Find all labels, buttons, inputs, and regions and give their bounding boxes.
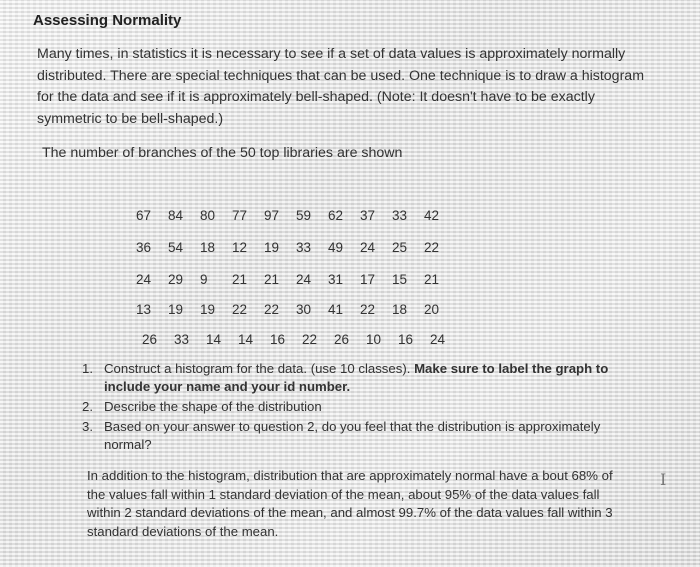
data-caption: The number of branches of the 50 top libraries are shown: [42, 145, 403, 161]
intro-paragraph: Many times, in statistics it is necessary to see if a set of data values is approximately normally distributed. There are special techniques that can be used. One technique is to draw a histogram for the data and see if it is approximately bell-shaped. (Note: It doesn't have to be exactly symmetric to be bell-shaped.): [37, 46, 645, 127]
data-row: [136, 272, 456, 292]
data-row: [142, 332, 462, 352]
data-value: 14: [206, 332, 222, 347]
data-value: 16: [270, 332, 286, 347]
question-emphasis: Make sure to label the graph to include your name and your id number.: [104, 361, 609, 394]
question-number: 3.: [82, 419, 93, 434]
data-value: 33: [392, 208, 408, 223]
data-row: [136, 302, 456, 322]
closing-paragraph: In addition to the histogram, distribution that are approximately normal have a bout 68% of the values fall within 1 standard deviation of the mean, about 95% of the data values fall within 2 standard deviations of the mean, and almost 99.7% of the data values fall within 3 standard deviations of the mean.: [87, 468, 613, 539]
data-value: 22: [264, 302, 280, 317]
data-value: 13: [136, 302, 152, 317]
data-value: 25: [392, 240, 408, 255]
data-value: 17: [360, 272, 376, 287]
question-number: 1.: [82, 361, 93, 376]
data-value: 18: [200, 240, 216, 255]
data-value: 22: [424, 240, 440, 255]
data-value: 20: [424, 302, 440, 317]
data-value: 33: [174, 332, 190, 347]
data-value: 26: [142, 332, 158, 347]
data-value: 84: [168, 208, 184, 223]
data-value: 22: [360, 302, 376, 317]
data-value: 37: [360, 208, 376, 223]
data-value: 62: [328, 208, 344, 223]
data-value: 31: [328, 272, 344, 287]
data-value: 67: [136, 208, 152, 223]
data-value: 18: [392, 302, 408, 317]
data-value: 19: [200, 302, 216, 317]
data-value: 77: [232, 208, 248, 223]
data-value: 33: [296, 240, 312, 255]
data-value: 54: [168, 240, 184, 255]
data-value: 24: [430, 332, 446, 347]
data-value: 26: [334, 332, 350, 347]
question-number: 2.: [82, 399, 93, 414]
data-value: 12: [232, 240, 248, 255]
data-value: 15: [392, 272, 408, 287]
question-list: [82, 360, 627, 456]
question-item: [82, 418, 627, 454]
data-row: [136, 208, 456, 228]
data-row: [136, 240, 456, 260]
data-value: 80: [200, 208, 216, 223]
data-value: 22: [302, 332, 318, 347]
data-value: 97: [264, 208, 280, 223]
question-item: [82, 360, 627, 396]
page-title: Assessing Normality: [33, 12, 182, 29]
data-value: 19: [168, 302, 184, 317]
data-value: 59: [296, 208, 312, 223]
data-value: 24: [136, 272, 152, 287]
data-value: 29: [168, 272, 184, 287]
data-value: 9: [200, 272, 208, 287]
data-value: 36: [136, 240, 152, 255]
data-value: 41: [328, 302, 344, 317]
data-value: 21: [232, 272, 248, 287]
data-value: 16: [398, 332, 414, 347]
data-value: 30: [296, 302, 312, 317]
data-value: 19: [264, 240, 280, 255]
question-text: Based on your answer to question 2, do you feel that the distribution is approximately normal?: [104, 419, 601, 452]
data-value: 24: [360, 240, 376, 255]
question-item: [82, 398, 627, 416]
text-cursor-icon: I: [660, 470, 667, 489]
data-value: 14: [238, 332, 254, 347]
question-text: Describe the shape of the distribution: [104, 399, 322, 414]
data-value: 10: [366, 332, 382, 347]
data-value: 24: [296, 272, 312, 287]
question-text: Construct a histogram for the data. (use 10 classes).: [104, 361, 415, 376]
data-value: 49: [328, 240, 344, 255]
data-value: 21: [264, 272, 280, 287]
data-value: 42: [424, 208, 440, 223]
data-value: 22: [232, 302, 248, 317]
data-value: 21: [424, 272, 440, 287]
